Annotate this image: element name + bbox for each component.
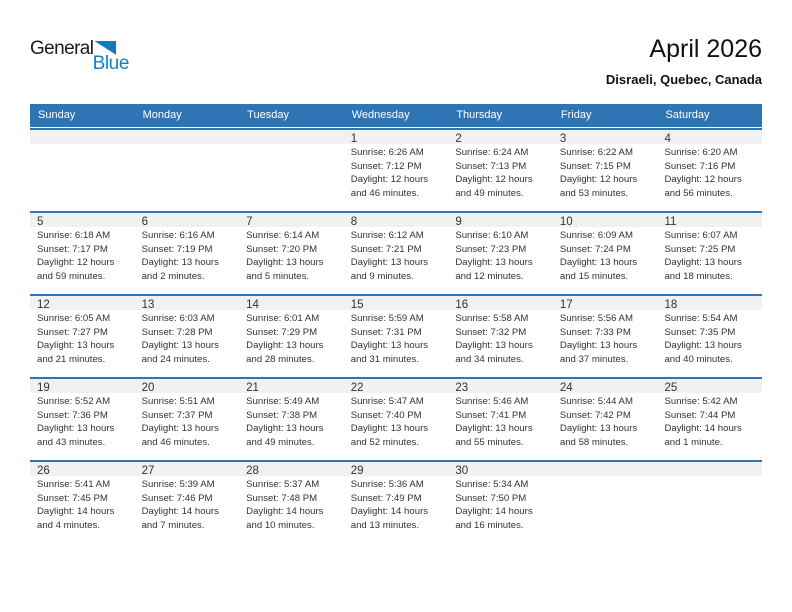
weeks-container — [30, 128, 762, 543]
calendar-grid — [30, 104, 762, 543]
daylight-text-line2: and 15 minutes. — [559, 270, 629, 282]
week-row — [30, 377, 762, 460]
day-cell-21 — [239, 393, 344, 460]
sunrise-text: Sunrise: 5:46 AM — [455, 396, 529, 407]
day-cell-9 — [448, 227, 553, 294]
sunrise-text: Sunrise: 5:59 AM — [350, 313, 424, 324]
weekday-header-sunday: Sunday — [38, 109, 76, 121]
day-number-1: 1 — [350, 133, 358, 145]
daylight-text-line1: Daylight: 12 hours — [350, 174, 429, 186]
sunset-text: Sunset: 7:50 PM — [455, 492, 527, 504]
sunset-text: Sunset: 7:35 PM — [664, 326, 736, 338]
sunrise-text: Sunrise: 6:03 AM — [141, 313, 215, 324]
day-content-band — [30, 393, 762, 460]
daylight-text-line1: Daylight: 13 hours — [350, 423, 429, 435]
daylight-text-line2: and 56 minutes. — [664, 187, 733, 199]
sunrise-text: Sunrise: 5:56 AM — [559, 313, 633, 324]
day-cell-6 — [135, 227, 240, 294]
day-number-21: 21 — [246, 382, 259, 394]
daylight-text-line1: Daylight: 14 hours — [455, 506, 533, 518]
sunrise-text: Sunrise: 6:10 AM — [455, 230, 529, 241]
daylight-text-line2: and 43 minutes. — [37, 436, 106, 448]
daylight-text-line1: Daylight: 13 hours — [37, 340, 115, 352]
week-row — [30, 128, 762, 211]
sunset-text: Sunset: 7:48 PM — [246, 492, 318, 504]
day-cell-29 — [344, 476, 449, 543]
day-number-5: 5 — [37, 216, 44, 228]
daylight-text-line2: and 37 minutes. — [559, 353, 629, 365]
day-cell-22 — [344, 393, 449, 460]
day-number-empty — [30, 130, 135, 144]
sunrise-text: Sunrise: 5:52 AM — [37, 396, 111, 407]
daylight-text-line1: Daylight: 13 hours — [559, 340, 638, 352]
day-number-13: 13 — [141, 299, 155, 311]
sunset-text: Sunset: 7:20 PM — [246, 243, 318, 255]
sunrise-text: Sunrise: 5:54 AM — [664, 313, 738, 324]
daylight-text-line1: Daylight: 13 hours — [246, 340, 324, 352]
day-number-empty — [657, 462, 762, 476]
week-row — [30, 211, 762, 294]
sunrise-text: Sunrise: 6:22 AM — [559, 147, 633, 158]
sunrise-text: Sunrise: 6:20 AM — [664, 147, 738, 158]
day-cell-20 — [135, 393, 240, 460]
daylight-text-line1: Daylight: 13 hours — [350, 340, 429, 352]
daylight-text-line1: Daylight: 14 hours — [141, 506, 219, 518]
day-cell-empty — [657, 476, 762, 543]
sunset-text: Sunset: 7:27 PM — [37, 326, 108, 338]
daylight-text-line2: and 58 minutes. — [559, 436, 629, 448]
day-number-19: 19 — [37, 382, 50, 394]
sunset-text: Sunset: 7:29 PM — [246, 326, 318, 338]
daylight-text-line1: Daylight: 12 hours — [455, 174, 533, 186]
day-number-3: 3 — [559, 133, 567, 145]
day-cell-13 — [135, 310, 240, 377]
day-number-9: 9 — [455, 216, 462, 228]
daylight-text-line2: and 40 minutes. — [664, 353, 733, 365]
day-number-30: 30 — [455, 465, 469, 477]
sunset-text: Sunset: 7:40 PM — [350, 409, 422, 421]
general-blue-logo — [30, 39, 130, 74]
daylight-text-line2: and 34 minutes. — [455, 353, 524, 365]
logo-word-general: General — [30, 38, 94, 59]
sunset-text: Sunset: 7:12 PM — [350, 160, 422, 172]
day-cell-10 — [553, 227, 658, 294]
weekday-header-thursday: Thursday — [456, 109, 503, 121]
sunrise-text: Sunrise: 5:44 AM — [559, 396, 633, 407]
page-subtitle: Disraeli, Quebec, Canada — [605, 72, 762, 87]
day-number-23: 23 — [455, 382, 469, 394]
daylight-text-line2: and 46 minutes. — [141, 436, 210, 448]
sunset-text: Sunset: 7:21 PM — [350, 243, 422, 255]
sunrise-text: Sunrise: 5:37 AM — [246, 479, 320, 490]
day-number-band — [30, 462, 762, 476]
day-cell-30 — [448, 476, 553, 543]
sunset-text: Sunset: 7:25 PM — [664, 243, 736, 255]
daylight-text-line2: and 59 minutes. — [37, 270, 106, 282]
day-number-band — [30, 296, 762, 310]
sunrise-text: Sunrise: 6:26 AM — [350, 147, 424, 158]
weekday-header-row — [30, 104, 762, 127]
daylight-text-line2: and 55 minutes. — [455, 436, 524, 448]
day-number-12: 12 — [37, 299, 50, 311]
daylight-text-line1: Daylight: 13 hours — [37, 423, 115, 435]
day-number-2: 2 — [455, 133, 462, 145]
sunrise-text: Sunrise: 5:47 AM — [350, 396, 424, 407]
day-number-29: 29 — [350, 465, 364, 477]
day-number-4: 4 — [664, 133, 671, 145]
page-title: April 2026 — [649, 35, 762, 63]
day-content-band — [30, 310, 762, 377]
day-cell-28 — [239, 476, 344, 543]
daylight-text-line2: and 24 minutes. — [141, 353, 210, 365]
daylight-text-line1: Daylight: 13 hours — [664, 340, 742, 352]
weekday-header-tuesday: Tuesday — [247, 109, 289, 121]
weekday-header-friday: Friday — [560, 109, 592, 121]
daylight-text-line1: Daylight: 14 hours — [350, 506, 429, 518]
day-cell-11 — [657, 227, 762, 294]
logo-word-blue: Blue — [92, 53, 129, 74]
daylight-text-line1: Daylight: 13 hours — [141, 340, 219, 352]
day-number-14: 14 — [246, 299, 259, 311]
sunset-text: Sunset: 7:49 PM — [350, 492, 422, 504]
daylight-text-line1: Daylight: 13 hours — [141, 423, 219, 435]
day-number-20: 20 — [141, 382, 155, 394]
sunrise-text: Sunrise: 6:16 AM — [141, 230, 215, 241]
day-number-8: 8 — [350, 216, 358, 228]
day-cell-26 — [30, 476, 135, 543]
daylight-text-line2: and 13 minutes. — [350, 519, 420, 531]
daylight-text-line2: and 53 minutes. — [559, 187, 629, 199]
sunset-text: Sunset: 7:42 PM — [559, 409, 631, 421]
daylight-text-line2: and 46 minutes. — [350, 187, 420, 199]
sunrise-text: Sunrise: 6:12 AM — [350, 230, 424, 241]
day-number-6: 6 — [141, 216, 148, 228]
daylight-text-line1: Daylight: 13 hours — [455, 340, 533, 352]
sunset-text: Sunset: 7:13 PM — [455, 160, 527, 172]
sunrise-text: Sunrise: 5:34 AM — [455, 479, 529, 490]
daylight-text-line1: Daylight: 13 hours — [246, 423, 324, 435]
sunrise-text: Sunrise: 6:14 AM — [246, 230, 320, 241]
daylight-text-line2: and 49 minutes. — [455, 187, 524, 199]
day-cell-24 — [553, 393, 658, 460]
daylight-text-line2: and 16 minutes. — [455, 519, 524, 531]
day-number-7: 7 — [246, 216, 253, 228]
daylight-text-line2: and 28 minutes. — [246, 353, 315, 365]
daylight-text-line1: Daylight: 12 hours — [664, 174, 742, 186]
daylight-text-line2: and 9 minutes. — [350, 270, 414, 282]
daylight-text-line1: Daylight: 12 hours — [37, 257, 115, 269]
sunrise-text: Sunrise: 5:36 AM — [350, 479, 424, 490]
day-cell-2 — [448, 144, 553, 211]
weekday-header-wednesday: Wednesday — [351, 109, 410, 121]
sunrise-text: Sunrise: 6:18 AM — [37, 230, 111, 241]
sunrise-text: Sunrise: 5:39 AM — [141, 479, 215, 490]
day-number-empty — [553, 462, 658, 476]
sunset-text: Sunset: 7:31 PM — [350, 326, 422, 338]
daylight-text-line2: and 2 minutes. — [141, 270, 205, 282]
day-content-band — [30, 227, 762, 294]
day-cell-8 — [344, 227, 449, 294]
sunrise-text: Sunrise: 6:05 AM — [37, 313, 111, 324]
sunset-text: Sunset: 7:28 PM — [141, 326, 213, 338]
sunrise-text: Sunrise: 5:42 AM — [664, 396, 738, 407]
daylight-text-line1: Daylight: 13 hours — [559, 257, 638, 269]
day-cell-empty — [30, 144, 135, 211]
calendar-title-block — [606, 36, 762, 87]
daylight-text-line1: Daylight: 13 hours — [246, 257, 324, 269]
sunset-text: Sunset: 7:23 PM — [455, 243, 527, 255]
day-cell-15 — [344, 310, 449, 377]
week-row — [30, 460, 762, 543]
sunset-text: Sunset: 7:36 PM — [37, 409, 108, 421]
daylight-text-line1: Daylight: 13 hours — [455, 423, 533, 435]
daylight-text-line2: and 4 minutes. — [37, 519, 100, 531]
daylight-text-line1: Daylight: 13 hours — [141, 257, 219, 269]
sunset-text: Sunset: 7:37 PM — [141, 409, 213, 421]
day-cell-17 — [553, 310, 658, 377]
day-number-28: 28 — [246, 465, 259, 477]
daylight-text-line2: and 49 minutes. — [246, 436, 315, 448]
sunrise-text: Sunrise: 6:01 AM — [246, 313, 320, 324]
daylight-text-line1: Daylight: 13 hours — [559, 423, 638, 435]
sunset-text: Sunset: 7:32 PM — [455, 326, 527, 338]
day-number-10: 10 — [559, 216, 573, 228]
daylight-text-line2: and 31 minutes. — [350, 353, 420, 365]
daylight-text-line1: Daylight: 14 hours — [37, 506, 115, 518]
day-content-band — [30, 144, 762, 211]
day-cell-1 — [344, 144, 449, 211]
daylight-text-line1: Daylight: 14 hours — [246, 506, 324, 518]
day-cell-empty — [239, 144, 344, 211]
day-number-band — [30, 130, 762, 144]
week-row — [30, 294, 762, 377]
day-number-27: 27 — [141, 465, 155, 477]
day-number-band — [30, 213, 762, 227]
sunrise-text: Sunrise: 6:24 AM — [455, 147, 529, 158]
sunrise-text: Sunrise: 5:58 AM — [455, 313, 529, 324]
sunset-text: Sunset: 7:46 PM — [141, 492, 213, 504]
daylight-text-line2: and 7 minutes. — [141, 519, 205, 531]
sunset-text: Sunset: 7:38 PM — [246, 409, 318, 421]
sunset-text: Sunset: 7:15 PM — [559, 160, 631, 172]
sunset-text: Sunset: 7:19 PM — [141, 243, 213, 255]
sunrise-text: Sunrise: 5:41 AM — [37, 479, 111, 490]
daylight-text-line2: and 1 minute. — [664, 436, 723, 448]
day-number-24: 24 — [559, 382, 573, 394]
day-number-15: 15 — [350, 299, 364, 311]
day-cell-3 — [553, 144, 658, 211]
day-number-22: 22 — [350, 382, 364, 394]
sunrise-text: Sunrise: 6:09 AM — [559, 230, 633, 241]
day-number-empty — [135, 130, 240, 144]
day-cell-4 — [657, 144, 762, 211]
daylight-text-line1: Daylight: 13 hours — [664, 257, 742, 269]
daylight-text-line2: and 21 minutes. — [37, 353, 106, 365]
day-cell-5 — [30, 227, 135, 294]
day-cell-empty — [135, 144, 240, 211]
daylight-text-line2: and 10 minutes. — [246, 519, 315, 531]
weekday-header-saturday: Saturday — [665, 109, 710, 121]
daylight-text-line2: and 18 minutes. — [664, 270, 733, 282]
day-cell-12 — [30, 310, 135, 377]
day-cell-14 — [239, 310, 344, 377]
sunset-text: Sunset: 7:17 PM — [37, 243, 108, 255]
sunrise-text: Sunrise: 5:51 AM — [141, 396, 215, 407]
day-number-empty — [239, 130, 344, 144]
day-cell-7 — [239, 227, 344, 294]
sunset-text: Sunset: 7:41 PM — [455, 409, 527, 421]
day-cell-empty — [553, 476, 658, 543]
day-cell-16 — [448, 310, 553, 377]
sunset-text: Sunset: 7:44 PM — [664, 409, 736, 421]
daylight-text-line2: and 12 minutes. — [455, 270, 524, 282]
day-content-band — [30, 476, 762, 543]
daylight-text-line2: and 52 minutes. — [350, 436, 420, 448]
day-number-25: 25 — [664, 382, 678, 394]
day-cell-18 — [657, 310, 762, 377]
daylight-text-line2: and 5 minutes. — [246, 270, 310, 282]
day-number-26: 26 — [37, 465, 50, 477]
day-number-16: 16 — [455, 299, 469, 311]
sunset-text: Sunset: 7:24 PM — [559, 243, 631, 255]
day-number-11: 11 — [664, 216, 677, 228]
daylight-text-line1: Daylight: 13 hours — [455, 257, 533, 269]
daylight-text-line1: Daylight: 13 hours — [350, 257, 429, 269]
day-number-18: 18 — [664, 299, 678, 311]
day-cell-23 — [448, 393, 553, 460]
sunrise-text: Sunrise: 5:49 AM — [246, 396, 320, 407]
sunset-text: Sunset: 7:33 PM — [559, 326, 631, 338]
sunset-text: Sunset: 7:16 PM — [664, 160, 736, 172]
daylight-text-line1: Daylight: 14 hours — [664, 423, 742, 435]
day-cell-25 — [657, 393, 762, 460]
day-cell-27 — [135, 476, 240, 543]
day-number-17: 17 — [559, 299, 573, 311]
weekday-header-monday: Monday — [142, 109, 182, 121]
sunset-text: Sunset: 7:45 PM — [37, 492, 108, 504]
sunrise-text: Sunrise: 6:07 AM — [664, 230, 738, 241]
daylight-text-line1: Daylight: 12 hours — [559, 174, 638, 186]
day-number-band — [30, 379, 762, 393]
day-cell-19 — [30, 393, 135, 460]
